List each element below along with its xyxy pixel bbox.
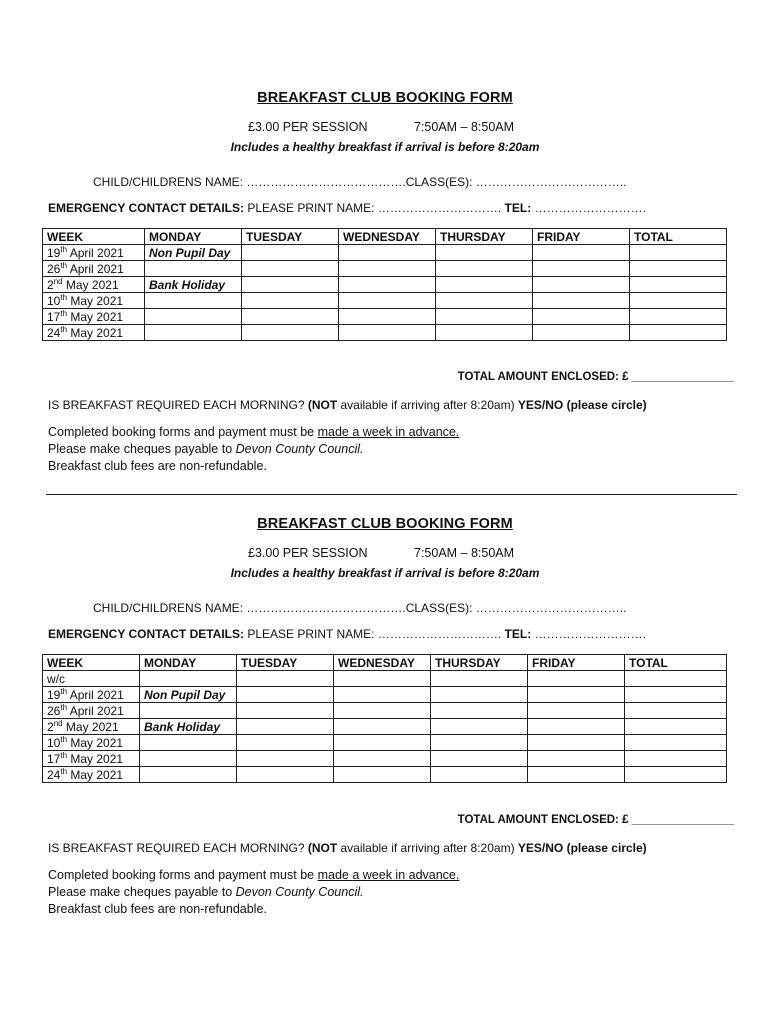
tuesday-cell[interactable] [242, 309, 339, 325]
header-monday: MONDAY [140, 655, 237, 671]
yes-no-choice[interactable]: YES/NO (please circle) [517, 398, 647, 412]
emergency-contact-label: EMERGENCY CONTACT DETAILS: [48, 201, 245, 215]
session-time: 7:50AM – 8:50AM [414, 120, 515, 134]
total-cell[interactable] [630, 261, 727, 277]
wednesday-cell[interactable] [334, 719, 431, 735]
monday-cell[interactable] [145, 293, 242, 309]
wednesday-cell[interactable] [339, 245, 436, 261]
booking-table [42, 654, 727, 783]
tuesday-cell[interactable] [237, 735, 334, 751]
child-name-field[interactable]: …………………………………. [246, 175, 406, 189]
monday-cell[interactable]: Bank Holiday [145, 277, 242, 293]
friday-cell[interactable] [528, 767, 625, 783]
healthy-breakfast-note: Includes a healthy breakfast if arrival is before 8:20am [230, 566, 540, 580]
thursday-cell[interactable] [431, 751, 528, 767]
session-time: 7:50AM – 8:50AM [414, 546, 515, 560]
table-row [43, 735, 727, 751]
wednesday-cell[interactable] [334, 767, 431, 783]
header-total: TOTAL [625, 655, 727, 671]
table-header-row [43, 229, 727, 245]
note-advance: Completed booking forms and payment must be made a week in advance. [48, 868, 460, 882]
breakfast-required-question [48, 841, 647, 855]
table-row [43, 277, 727, 293]
thursday-cell[interactable] [436, 261, 533, 277]
header-thursday: THURSDAY [436, 229, 533, 245]
friday-cell[interactable] [533, 277, 630, 293]
week-cell: 2nd May 2021 [43, 277, 145, 293]
week-cell: 24th May 2021 [43, 325, 145, 341]
total-cell[interactable] [625, 767, 727, 783]
table-row [43, 703, 727, 719]
required-not: (NOT [307, 398, 338, 412]
table-row [43, 293, 727, 309]
tuesday-cell[interactable] [237, 687, 334, 703]
tuesday-cell[interactable] [237, 767, 334, 783]
monday-cell[interactable] [140, 703, 237, 719]
class-field[interactable]: ……………………………….. [475, 601, 627, 615]
header-total: TOTAL [630, 229, 727, 245]
monday-cell[interactable] [145, 309, 242, 325]
header-wednesday: WEDNESDAY [339, 229, 436, 245]
tuesday-cell[interactable] [242, 245, 339, 261]
total-amount-enclosed[interactable]: TOTAL AMOUNT ENCLOSED: £ ________________ [457, 371, 734, 383]
week-cell: 26th April 2021 [43, 261, 145, 277]
thursday-cell[interactable] [436, 325, 533, 341]
emergency-contact-line [48, 201, 646, 215]
thursday-cell[interactable] [431, 687, 528, 703]
wednesday-cell[interactable] [334, 735, 431, 751]
friday-cell[interactable] [533, 309, 630, 325]
tuesday-cell[interactable] [237, 671, 334, 687]
total-cell[interactable] [630, 277, 727, 293]
header-thursday: THURSDAY [431, 655, 528, 671]
thursday-cell[interactable] [431, 767, 528, 783]
monday-cell[interactable] [140, 735, 237, 751]
wednesday-cell[interactable] [334, 703, 431, 719]
header-monday: MONDAY [145, 229, 242, 245]
thursday-cell[interactable] [436, 245, 533, 261]
total-cell[interactable] [630, 245, 727, 261]
note-advance: Completed booking forms and payment must be made a week in advance. [48, 425, 460, 439]
table-header-row [43, 655, 727, 671]
print-name-field[interactable]: …………………………. [377, 201, 502, 215]
table-row [43, 325, 727, 341]
friday-cell[interactable] [528, 735, 625, 751]
monday-cell[interactable]: Bank Holiday [140, 719, 237, 735]
print-name-label: PLEASE PRINT NAME: [247, 201, 375, 215]
monday-cell[interactable]: Non Pupil Day [140, 687, 237, 703]
booking-notes [48, 424, 459, 475]
thursday-cell[interactable] [431, 735, 528, 751]
monday-cell[interactable] [140, 671, 237, 687]
friday-cell[interactable] [528, 671, 625, 687]
class-field[interactable]: ……………………………….. [475, 175, 627, 189]
booking-notes [48, 867, 459, 918]
table-row [43, 261, 727, 277]
week-cell: 10th May 2021 [43, 293, 145, 309]
header-wednesday: WEDNESDAY [334, 655, 431, 671]
total-amount-enclosed[interactable]: TOTAL AMOUNT ENCLOSED: £ ________________ [457, 814, 734, 826]
week-cell: 10th May 2021 [43, 735, 140, 751]
thursday-cell[interactable] [431, 671, 528, 687]
monday-cell[interactable] [140, 767, 237, 783]
wednesday-cell[interactable] [334, 687, 431, 703]
week-cell: 17th May 2021 [43, 751, 140, 767]
table-row [43, 309, 727, 325]
healthy-breakfast-note: Includes a healthy breakfast if arrival is before 8:20am [230, 140, 540, 154]
header-tuesday: TUESDAY [237, 655, 334, 671]
required-prefix: IS BREAKFAST REQUIRED EACH MORNING? [48, 841, 308, 855]
price-per-session: £3.00 PER SESSION [248, 546, 368, 560]
child-name-line [93, 175, 626, 189]
class-label: CLASS(ES): [405, 601, 473, 615]
total-cell[interactable] [630, 325, 727, 341]
friday-cell[interactable] [528, 719, 625, 735]
week-commencing-cell: w/c [43, 671, 140, 687]
child-name-line [93, 601, 626, 615]
tuesday-cell[interactable] [237, 751, 334, 767]
total-cell[interactable] [630, 309, 727, 325]
note-cheques: Please make cheques payable to Devon County Council. [48, 442, 364, 456]
thursday-cell[interactable] [436, 293, 533, 309]
total-cell[interactable] [630, 293, 727, 309]
total-cell[interactable] [625, 703, 727, 719]
required-prefix: IS BREAKFAST REQUIRED EACH MORNING? [48, 398, 308, 412]
monday-cell[interactable] [140, 751, 237, 767]
table-row [43, 719, 727, 735]
note-cheques: Please make cheques payable to Devon County Council. [48, 885, 364, 899]
friday-cell[interactable] [533, 325, 630, 341]
week-cell: 17th May 2021 [43, 309, 145, 325]
child-name-field[interactable]: …………………………………. [246, 601, 406, 615]
wednesday-cell[interactable] [339, 293, 436, 309]
wednesday-cell[interactable] [339, 261, 436, 277]
print-name-field[interactable]: …………………………. [377, 627, 502, 641]
monday-cell[interactable] [145, 325, 242, 341]
print-name-label: PLEASE PRINT NAME: [247, 627, 375, 641]
required-mid: available if arriving after 8:20am) [337, 841, 518, 855]
tel-field[interactable]: ………………………. [534, 627, 646, 641]
table-row [43, 671, 727, 687]
tel-label: TEL: [504, 627, 532, 641]
total-cell[interactable] [625, 735, 727, 751]
form-title: BREAKFAST CLUB BOOKING FORM [257, 516, 513, 532]
header-friday: FRIDAY [528, 655, 625, 671]
table-row [43, 687, 727, 703]
wednesday-cell[interactable] [334, 751, 431, 767]
tuesday-cell[interactable] [237, 703, 334, 719]
thursday-cell[interactable] [436, 309, 533, 325]
tuesday-cell[interactable] [242, 277, 339, 293]
table-row [43, 767, 727, 783]
friday-cell[interactable] [533, 245, 630, 261]
header-tuesday: TUESDAY [242, 229, 339, 245]
week-cell: 26th April 2021 [43, 703, 140, 719]
tel-label: TEL: [504, 201, 532, 215]
yes-no-choice[interactable]: YES/NO (please circle) [517, 841, 647, 855]
tuesday-cell[interactable] [237, 719, 334, 735]
thursday-cell[interactable] [431, 719, 528, 735]
monday-cell[interactable] [145, 261, 242, 277]
week-cell: 24th May 2021 [43, 767, 140, 783]
friday-cell[interactable] [533, 261, 630, 277]
child-name-label: CHILD/CHILDRENS NAME: [93, 601, 244, 615]
table-row [43, 751, 727, 767]
table-row [43, 245, 727, 261]
class-label: CLASS(ES): [405, 175, 473, 189]
header-friday: FRIDAY [533, 229, 630, 245]
wednesday-cell[interactable] [334, 671, 431, 687]
week-cell: 2nd May 2021 [43, 719, 140, 735]
thursday-cell[interactable] [436, 277, 533, 293]
monday-cell[interactable]: Non Pupil Day [145, 245, 242, 261]
header-week: WEEK [43, 229, 145, 245]
total-cell[interactable] [625, 687, 727, 703]
tuesday-cell[interactable] [242, 293, 339, 309]
friday-cell[interactable] [528, 687, 625, 703]
total-cell[interactable] [625, 751, 727, 767]
form-title: BREAKFAST CLUB BOOKING FORM [257, 90, 513, 106]
tuesday-cell[interactable] [242, 325, 339, 341]
week-cell: 19th April 2021 [43, 687, 140, 703]
thursday-cell[interactable] [431, 703, 528, 719]
friday-cell[interactable] [533, 293, 630, 309]
emergency-contact-line [48, 627, 646, 641]
required-mid: available if arriving after 8:20am) [337, 398, 518, 412]
emergency-contact-label: EMERGENCY CONTACT DETAILS: [48, 627, 245, 641]
required-not: (NOT [307, 841, 338, 855]
wednesday-cell[interactable] [339, 325, 436, 341]
note-non-refundable: Breakfast club fees are non-refundable. [48, 902, 267, 916]
total-cell[interactable] [625, 671, 727, 687]
total-cell[interactable] [625, 719, 727, 735]
friday-cell[interactable] [528, 751, 625, 767]
header-week: WEEK [43, 655, 140, 671]
booking-table [42, 228, 727, 341]
breakfast-required-question [48, 398, 647, 412]
price-per-session: £3.00 PER SESSION [248, 120, 368, 134]
tuesday-cell[interactable] [242, 261, 339, 277]
week-cell: 19th April 2021 [43, 245, 145, 261]
form-divider [46, 494, 737, 495]
wednesday-cell[interactable] [339, 309, 436, 325]
wednesday-cell[interactable] [339, 277, 436, 293]
tel-field[interactable]: ………………………. [534, 201, 646, 215]
child-name-label: CHILD/CHILDRENS NAME: [93, 175, 244, 189]
note-non-refundable: Breakfast club fees are non-refundable. [48, 459, 267, 473]
friday-cell[interactable] [528, 703, 625, 719]
